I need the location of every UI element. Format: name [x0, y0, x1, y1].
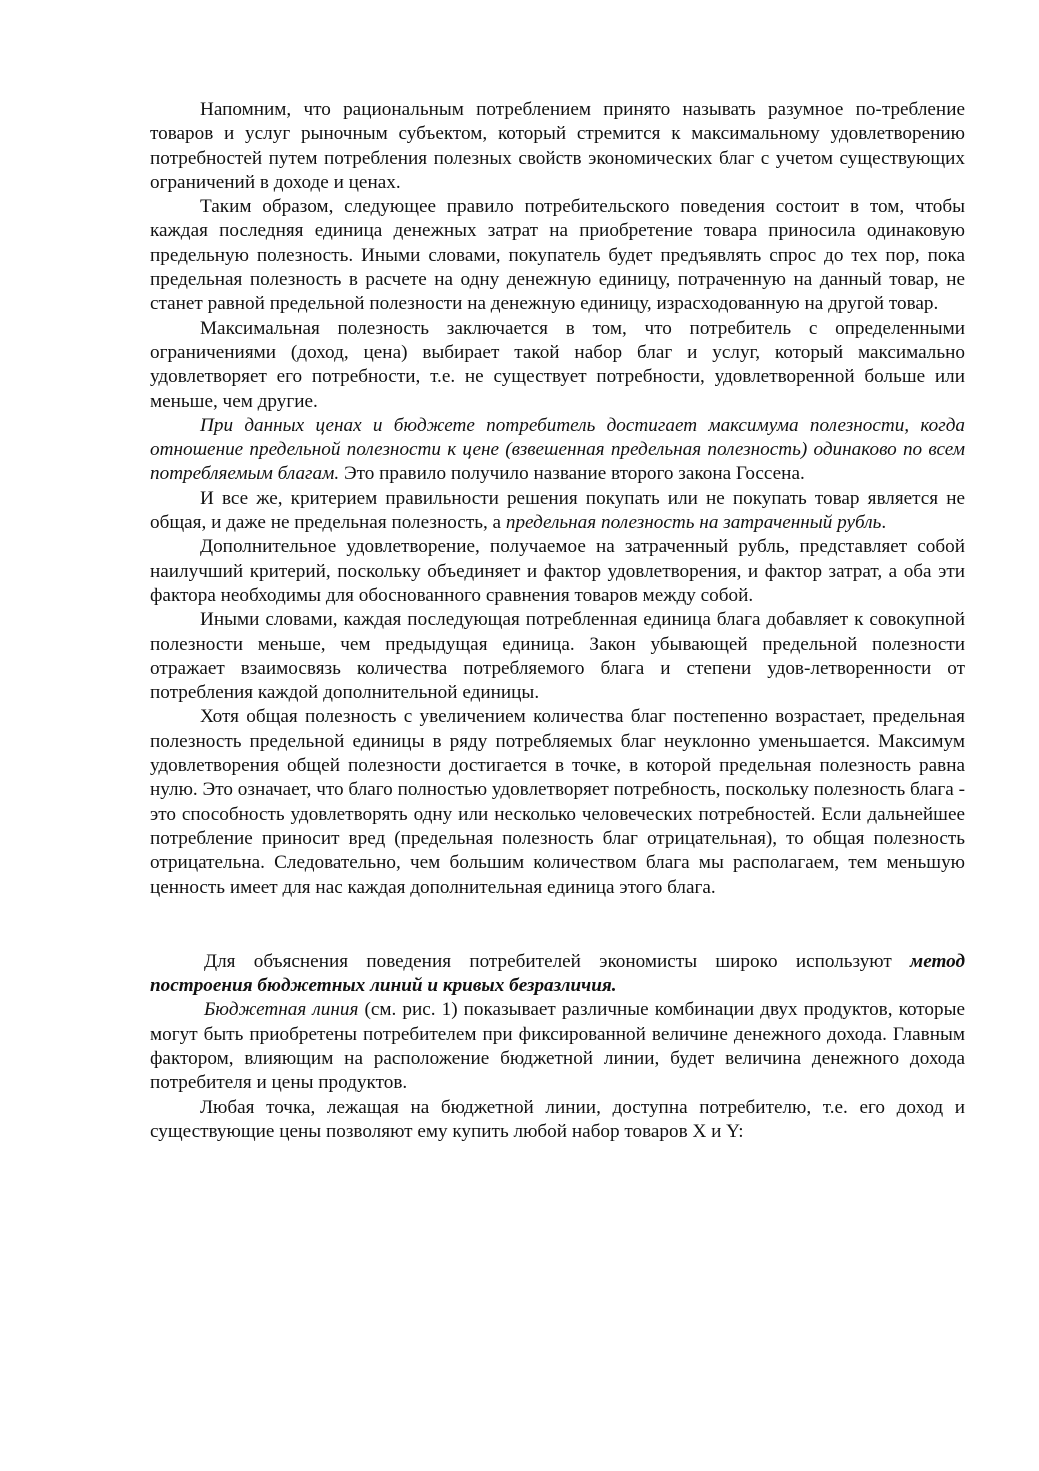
method-before-text: Для объяснения поведения потребителей экономисты широко используют [204, 950, 911, 972]
budget-italic-text: Бюджетная линия [204, 999, 359, 1021]
paragraph-any-point: Любая точка, лежащая на бюджетной линии, доступна потребителю, т.е. его доход и существующие цены позволяют ему купить любой набор товаров X и Y: [150, 1096, 965, 1142]
section-gap [150, 900, 965, 950]
criterion-italic-text: предельная полезность на затраченный рубль [505, 512, 882, 534]
criterion-before-text: И все же, критерием правильности решения покупать или не покупать товар является не общая, и даже не предельная полезность, а [150, 487, 965, 534]
gossen-rest-text: Это правило получило название второго закона Госсена. [339, 463, 805, 485]
gossen-italic-text: При данных ценах и бюджете потребитель достигает максимума полезности, когда отношение предельной полезности к цене (взвешенная предельная полезность) одинаково по всем потребляемым благам. [150, 414, 965, 485]
paragraph-gossen-law [150, 414, 965, 487]
paragraph-method [150, 950, 965, 999]
paragraph-total-utility: Хотя общая полезность с увеличением количества благ постепенно возрастает, предельная полезность предельной единицы в ряду потребляемых благ неуклонно уменьшается. Максимум удовлетворения общей полезности достигается в точке, в которой предельная полезность равна нулю. Это означает, что благо полностью удовлетворяет потребность, поскольку полезность блага - это способность удовлетворять одну или несколько человеческих потребностей. Если дальнейшее потребление приносит вред (предельная полезность благ отрицательная), то общая полезность отрицательна. Следовательно, чем большим количеством блага мы располагаем, тем меньшую ценность имеет для нас каждая дополнительная единица этого блага. [150, 706, 965, 898]
method-bold-italic-text: метод построения бюджетных линий и кривых безразличия. [150, 950, 965, 997]
paragraph-additional-satisfaction: Дополнительное удовлетворение, получаемое на затраченный рубль, представляет собой наилучший критерий, поскольку объединяет и фактор удовлетворения, и фактор затрат, а оба эти фактора необходимы для обоснованного сравнения товаров между собой. [150, 536, 965, 606]
paragraph-budget-line [150, 998, 965, 1095]
paragraph-consumer-rule: Таким образом, следующее правило потребительского поведения состоит в том, чтобы каждая последняя единица денежных затрат на приобретение товара приносила одинаковую предельную полезность. Иными словами, покупатель будет предъявлять спрос до тех пор, пока предельная полезность в расчете на одну денежную единицу, потраченную на данный товар, не станет равной предельной полезности на денежную единицу, израсходованную на другой товар. [150, 196, 965, 315]
budget-rest-text: (см. рис. 1) показывает различные комбинации двух продуктов, которые могут быть приобретены потребителем при фиксированной величине денежного дохода. Главным фактором, влияющим на расположение бюджетной линии, будет величина денежного дохода потребителя и цены продуктов. [150, 999, 966, 1094]
document-page [150, 98, 965, 1144]
paragraph-rational-consumption: Напомним, что рациональным потреблением принято называть разумное по-требление товаров и услуг рыночным субъектом, который стремится к максимальному удовлетворению потребностей путем потребления полезных свойств экономических благ с учетом существующих ограничений в доходе и ценах. [150, 99, 965, 193]
paragraph-diminishing-utility: Иными словами, каждая последующая потребленная единица блага добавляет к совокупной полезности меньше, чем предыдущая единица. Закон убывающей предельной полезности отражает взаимосвязь количества потребляемого блага и степени удов-летворенности от потребления каждой дополнительной единицы. [150, 609, 965, 704]
criterion-after-text: . [881, 512, 887, 534]
paragraph-criterion [150, 487, 965, 536]
paragraph-max-utility: Максимальная полезность заключается в том, что потребитель с определенными ограничениями (доход, цена) выбирает такой набор благ и услуг, который максимально удовлетворяет его потребности, т.е. не существует потребности, удовлетворенной больше или меньше, чем другие. [150, 317, 965, 412]
